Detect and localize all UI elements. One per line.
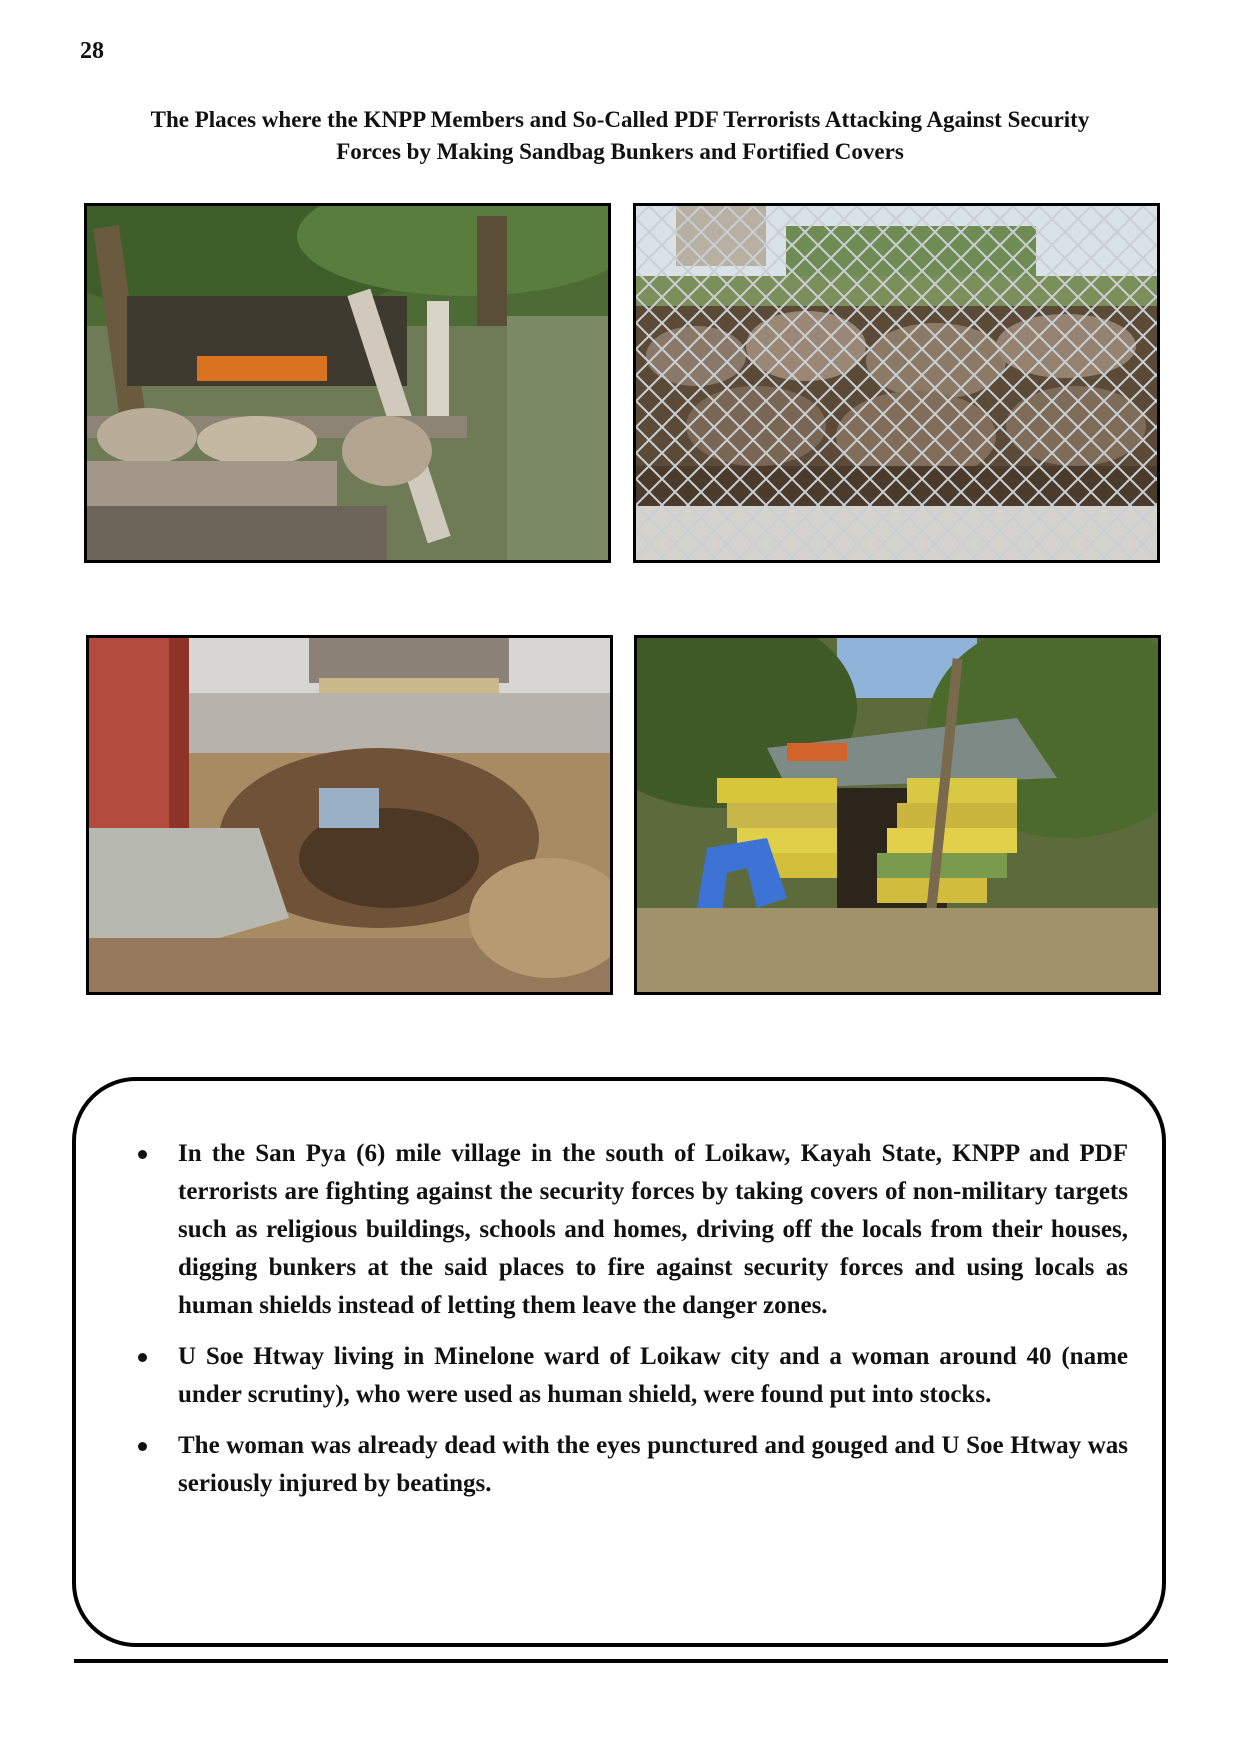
photo-bunker-under-tree [84, 203, 611, 563]
list-item-text: The woman was already dead with the eyes punctured and gouged and U Soe Htway was seriously injured by beatings. [178, 1432, 1128, 1497]
bullet-dot-icon [138, 1442, 147, 1451]
page-number: 28 [80, 38, 104, 64]
photo-stone-wall-behind-fence [633, 203, 1160, 563]
page-title [90, 104, 1150, 168]
photo-sandbag-bunker [634, 635, 1161, 995]
sandbag-bunker-photo-icon [637, 638, 1158, 992]
list-item-text: In the San Pya (6) mile village in the south of Loikaw, Kayah State, KNPP and PDF terrorists are fighting against the security forces by taking covers of non-military targets such as religious buildings, schools and homes, driving off the locals from their houses, digging bunkers at the said places to fire against security forces and using locals as human shields instead of letting them leave the danger zones. [178, 1140, 1128, 1319]
bottom-rule [74, 1659, 1168, 1663]
bunker-under-tree-photo-icon [87, 206, 608, 560]
stone-wall-behind-fence-photo-icon [636, 206, 1157, 560]
bullet-list [138, 1135, 1128, 1503]
dug-bunker-under-floor-photo-icon [89, 638, 610, 992]
photo-dug-bunker-under-floor [86, 635, 613, 995]
list-item-text: U Soe Htway living in Minelone ward of Loikaw city and a woman around 40 (name under scrutiny), who were used as human shield, were found put into stocks. [178, 1343, 1128, 1408]
page-title-line-1: The Places where the KNPP Members and So-Called PDF Terrorists Attacking Against Security [150, 107, 1090, 132]
list-item [138, 1338, 1128, 1414]
bullet-dot-icon [138, 1150, 147, 1159]
list-item [138, 1427, 1128, 1503]
bullet-dot-icon [138, 1353, 147, 1362]
list-item [138, 1135, 1128, 1325]
page-title-line-2: Forces by Making Sandbag Bunkers and Fortified Covers [336, 139, 904, 164]
info-box [72, 1077, 1166, 1647]
